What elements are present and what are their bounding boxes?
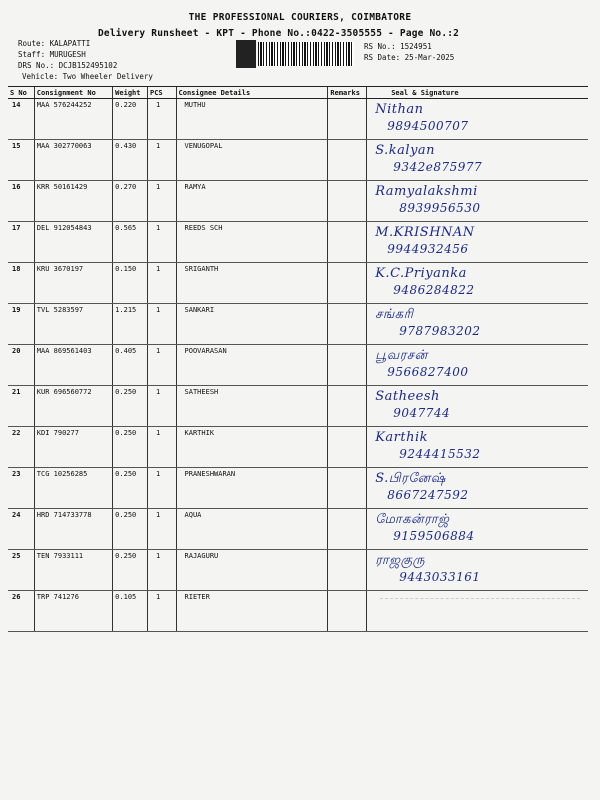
weight-value: 0.565 — [113, 222, 148, 263]
remarks-cell — [328, 550, 367, 591]
consignment-number: TCG 10256285 — [34, 468, 112, 509]
weight-value: 0.250 — [113, 550, 148, 591]
pcs-count: 1 — [147, 550, 176, 591]
remarks-cell — [328, 99, 367, 140]
signature-name: ராஜகுரு — [375, 553, 426, 568]
table-row — [8, 509, 588, 550]
sheet-title: Delivery Runsheet - KPT - Phone No.:0422-3505555 - Page No.:2 — [98, 28, 460, 39]
consignee-name: SANKARI — [176, 304, 328, 345]
row-sno: 15 — [8, 140, 34, 181]
weight-value: 0.150 — [113, 263, 148, 304]
table-row — [8, 222, 588, 263]
drs-number: DRS No.: DCJB152495102 — [18, 61, 118, 70]
remarks-cell — [328, 304, 367, 345]
table-row — [8, 386, 588, 427]
weight-value: 1.215 — [113, 304, 148, 345]
signature-cell — [367, 550, 588, 591]
consignment-number: DEL 912054843 — [34, 222, 112, 263]
signature-cell — [367, 509, 588, 550]
row-sno: 21 — [8, 386, 34, 427]
table-row — [8, 345, 588, 386]
consignment-number: TEN 7933111 — [34, 550, 112, 591]
signature-name: பூவரசன் — [375, 348, 428, 363]
signature-phone: 9566827400 — [387, 365, 469, 379]
signature-name: M.KRISHNAN — [375, 225, 475, 240]
table-row — [8, 550, 588, 591]
consignment-number: MAA 576244252 — [34, 99, 112, 140]
staff-label: Staff: MURUGESH — [18, 50, 86, 59]
column-header: Consignment No — [34, 87, 112, 99]
row-sno: 14 — [8, 99, 34, 140]
route-label: Route: KALAPATTI — [18, 39, 91, 48]
remarks-cell — [328, 591, 367, 632]
remarks-cell — [328, 181, 367, 222]
signature-phone: 9159506884 — [393, 529, 475, 543]
rs-date: RS Date: 25-Mar-2025 — [364, 53, 455, 62]
consignee-name: MUTHU — [176, 99, 328, 140]
table-row — [8, 468, 588, 509]
row-sno: 24 — [8, 509, 34, 550]
signature-phone: 8939956530 — [399, 201, 481, 215]
consignee-name: SRIGANTH — [176, 263, 328, 304]
signature-phone: 9342e875977 — [393, 160, 483, 174]
consignment-number: TRP 741276 — [34, 591, 112, 632]
signature-name: S.பிரனேஷ் — [375, 471, 446, 486]
weight-value: 0.430 — [113, 140, 148, 181]
company-title: THE PROFESSIONAL COURIERS, COIMBATORE — [188, 12, 412, 23]
signature-cell — [367, 99, 588, 140]
signature-name: Satheesh — [375, 389, 440, 404]
signature-name: Ramyalakshmi — [375, 184, 478, 199]
weight-value: 0.405 — [113, 345, 148, 386]
remarks-cell — [328, 427, 367, 468]
table-row — [8, 140, 588, 181]
column-header: PCS — [147, 87, 176, 99]
pcs-count: 1 — [147, 304, 176, 345]
pcs-count: 1 — [147, 386, 176, 427]
row-sno: 20 — [8, 345, 34, 386]
column-header: Seal & Signature — [367, 87, 588, 99]
row-sno: 16 — [8, 181, 34, 222]
remarks-cell — [328, 140, 367, 181]
pcs-count: 1 — [147, 345, 176, 386]
signature-phone: 9486284822 — [393, 283, 475, 297]
row-sno: 26 — [8, 591, 34, 632]
row-sno: 19 — [8, 304, 34, 345]
consignee-name: RAMYA — [176, 181, 328, 222]
consignee-name: VENUGOPAL — [176, 140, 328, 181]
consignee-name: KARTHIK — [176, 427, 328, 468]
barcode-icon-left — [236, 40, 256, 68]
remarks-cell — [328, 509, 367, 550]
signature-phone: 9894500707 — [387, 119, 469, 133]
consignee-name: REEDS SCH — [176, 222, 328, 263]
signature-name: சங்கரி — [375, 307, 414, 322]
signature-name: மோகன்ராஜ் — [375, 512, 450, 527]
signature-cell — [367, 222, 588, 263]
runsheet-table — [8, 86, 588, 632]
weight-value: 0.250 — [113, 468, 148, 509]
consignee-name: PRANESHWARAN — [176, 468, 328, 509]
pcs-count: 1 — [147, 591, 176, 632]
faded-stamp — [380, 598, 580, 617]
remarks-cell — [328, 263, 367, 304]
signature-name: S.kalyan — [375, 143, 436, 158]
signature-name: Karthik — [375, 430, 429, 445]
pcs-count: 1 — [147, 222, 176, 263]
signature-cell — [367, 263, 588, 304]
consignee-name: POOVARASAN — [176, 345, 328, 386]
signature-cell — [367, 386, 588, 427]
row-sno: 18 — [8, 263, 34, 304]
consignment-number: KRU 3670197 — [34, 263, 112, 304]
remarks-cell — [328, 345, 367, 386]
signature-name: Nithan — [375, 102, 424, 117]
table-row — [8, 263, 588, 304]
signature-cell — [367, 345, 588, 386]
consignment-number: MAA 869561403 — [34, 345, 112, 386]
column-header: S No — [8, 87, 34, 99]
pcs-count: 1 — [147, 181, 176, 222]
column-header: Remarks — [328, 87, 367, 99]
table-row — [8, 304, 588, 345]
weight-value: 0.250 — [113, 427, 148, 468]
signature-cell — [367, 304, 588, 345]
signature-name: K.C.Priyanka — [375, 266, 467, 281]
signature-phone: 9244415532 — [399, 447, 481, 461]
consignee-name: SATHEESH — [176, 386, 328, 427]
consignment-number: KUR 696560772 — [34, 386, 112, 427]
weight-value: 0.270 — [113, 181, 148, 222]
row-sno: 25 — [8, 550, 34, 591]
remarks-cell — [328, 222, 367, 263]
pcs-count: 1 — [147, 509, 176, 550]
consignment-number: KRR 50161429 — [34, 181, 112, 222]
row-sno: 17 — [8, 222, 34, 263]
column-header: Consignee Details — [176, 87, 328, 99]
consignment-number: HRD 714733778 — [34, 509, 112, 550]
rs-number: RS No.: 1524951 — [364, 42, 432, 51]
consignment-number: MAA 302770063 — [34, 140, 112, 181]
remarks-cell — [328, 386, 367, 427]
table-row — [8, 99, 588, 140]
weight-value: 0.250 — [113, 386, 148, 427]
weight-value: 0.220 — [113, 99, 148, 140]
weight-value: 0.250 — [113, 509, 148, 550]
consignment-number: TVL 5283597 — [34, 304, 112, 345]
signature-phone: 8667247592 — [387, 488, 469, 502]
consignee-name: RIETER — [176, 591, 328, 632]
pcs-count: 1 — [147, 263, 176, 304]
consignment-number: KDI 790277 — [34, 427, 112, 468]
consignee-name: AQUA — [176, 509, 328, 550]
pcs-count: 1 — [147, 140, 176, 181]
vehicle-label: Vehicle: Two Wheeler Delivery — [22, 72, 153, 81]
signature-cell — [367, 468, 588, 509]
pcs-count: 1 — [147, 99, 176, 140]
signature-phone: 9443033161 — [399, 570, 481, 584]
row-sno: 22 — [8, 427, 34, 468]
row-sno: 23 — [8, 468, 34, 509]
weight-value: 0.105 — [113, 591, 148, 632]
table-header-row — [8, 87, 588, 99]
signature-cell — [367, 140, 588, 181]
signature-phone: 9047744 — [393, 406, 451, 420]
remarks-cell — [328, 468, 367, 509]
table-row — [8, 181, 588, 222]
consignee-name: RAJAGURU — [176, 550, 328, 591]
signature-cell — [367, 181, 588, 222]
pcs-count: 1 — [147, 468, 176, 509]
pcs-count: 1 — [147, 427, 176, 468]
column-header: Weight — [113, 87, 148, 99]
signature-cell — [367, 427, 588, 468]
signature-phone: 9787983202 — [399, 324, 481, 338]
barcode-icon — [258, 42, 354, 66]
signature-phone: 9944932456 — [387, 242, 469, 256]
table-row — [8, 427, 588, 468]
